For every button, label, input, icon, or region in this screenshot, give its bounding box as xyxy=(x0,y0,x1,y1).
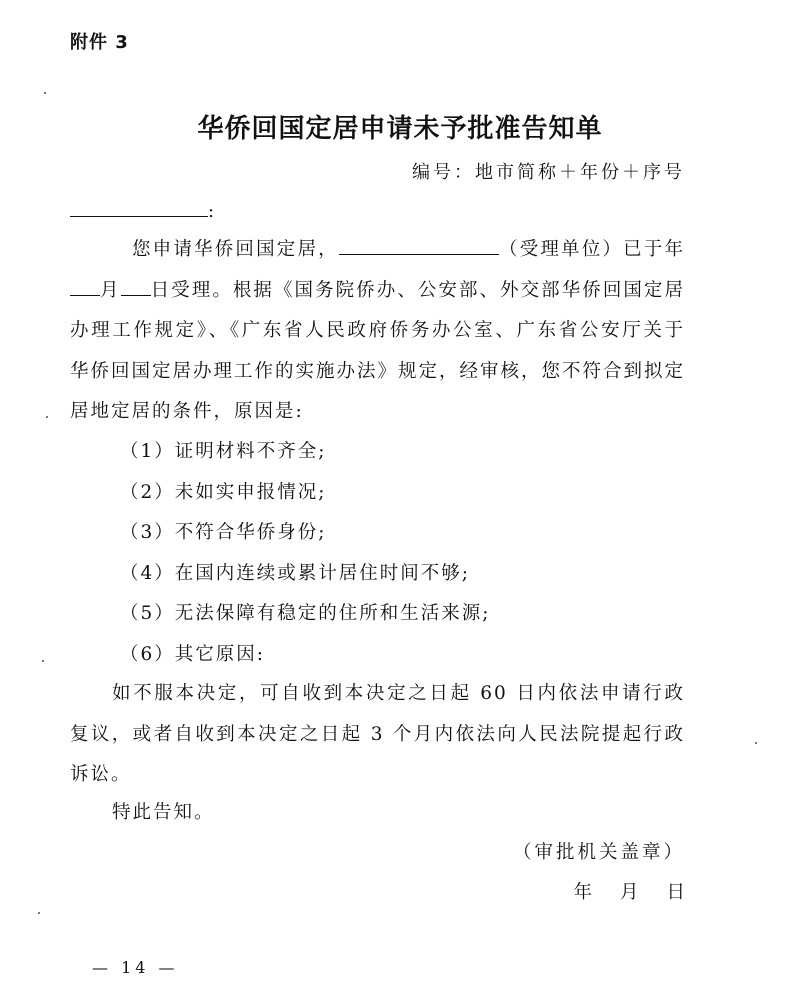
scan-speck xyxy=(44,92,46,94)
body-paragraph-2 xyxy=(70,674,685,796)
list-item: （3）不符合华侨身份; xyxy=(120,522,327,543)
seal-label: （审批机关盖章） xyxy=(512,842,685,863)
addressee-colon: : xyxy=(208,201,215,222)
document-number-line: 编号：地市简称＋年份＋序号 xyxy=(412,162,685,183)
p2-text: 如不服本决定，可自收到本决定之日起 60 日内依法申请行政复议，或者自收到本决定之日起 3 个月内依法向人民法院提起行政诉讼。 xyxy=(70,683,685,785)
scan-speck xyxy=(42,660,44,662)
attachment-label: 附件 3 xyxy=(70,32,129,53)
date-year: 年 xyxy=(573,882,592,903)
reason-list xyxy=(120,432,491,675)
list-item: （5）无法保障有稳定的住所和生活来源; xyxy=(120,603,491,624)
p1-part-b: （受理单位）已于 xyxy=(498,239,665,260)
addressee-blank xyxy=(70,196,208,217)
list-item: （6）其它原因: xyxy=(120,643,266,665)
document-title: 华侨回国定居申请未予批准告知单 xyxy=(197,114,603,144)
day-blank xyxy=(121,275,151,296)
p1-year: 年 xyxy=(664,239,685,260)
page-number: — 14 — xyxy=(92,958,179,977)
list-item: （1）证明材料不齐全; xyxy=(120,441,327,462)
accepting-unit-blank xyxy=(339,234,499,255)
date-day: 日 xyxy=(666,882,685,903)
closing-text: 特此告知。 xyxy=(112,802,215,823)
list-item: （2）未如实申报情况; xyxy=(120,481,327,503)
p1-month: 月 xyxy=(100,279,121,301)
scan-speck xyxy=(38,912,40,914)
scan-speck xyxy=(755,742,757,744)
p1-part-c: 日受理。根据《国务院侨办、公安部、外交部华侨回国定居办理工作规定》、《广东省人民政府侨务办公室、广东省公安厅关于华侨回国定居办理工作的实施办法》规定，经审核，您不符合到拟定居地定居的条件，原因是: xyxy=(70,279,686,422)
signature-date xyxy=(545,878,685,904)
p1-part-a: 您申请华侨回国定居， xyxy=(132,239,339,260)
scan-speck xyxy=(46,416,48,418)
body-paragraph-1 xyxy=(70,230,685,433)
addressee-line xyxy=(70,196,214,222)
list-item: （4）在国内连续或累计居住时间不够; xyxy=(120,562,471,584)
date-month: 月 xyxy=(619,882,639,903)
month-blank xyxy=(70,275,100,296)
